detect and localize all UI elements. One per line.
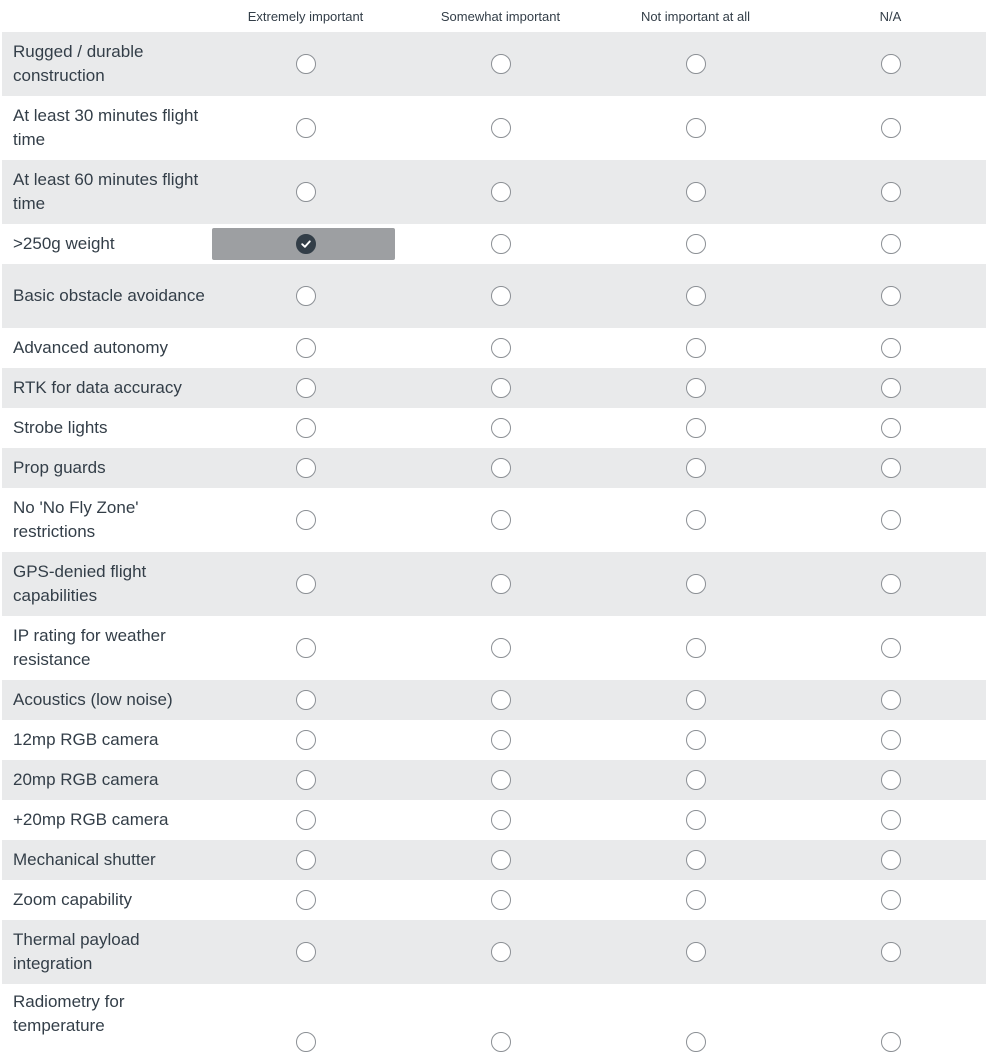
cell-not-important[interactable] — [598, 96, 793, 160]
cell-somewhat-important[interactable] — [403, 840, 598, 880]
cell-somewhat-important[interactable] — [403, 160, 598, 224]
radio-not-important[interactable] — [686, 286, 706, 306]
row-label: +20mp RGB camera — [13, 810, 169, 829]
cell-extremely-important[interactable] — [208, 224, 403, 264]
matrix-row — [2, 680, 986, 720]
radio-extremely-important[interactable] — [296, 690, 316, 710]
cell-somewhat-important[interactable] — [403, 448, 598, 488]
cell-somewhat-important[interactable] — [403, 328, 598, 368]
cell-na[interactable] — [793, 368, 988, 408]
radio-somewhat-important[interactable] — [491, 730, 511, 750]
radio-not-important[interactable] — [686, 458, 706, 478]
cell-na[interactable] — [793, 408, 988, 448]
row-label: Acoustics (low noise) — [13, 690, 173, 709]
cell-extremely-important[interactable] — [208, 96, 403, 160]
radio-na[interactable] — [881, 458, 901, 478]
radio-not-important[interactable] — [686, 850, 706, 870]
cell-na[interactable] — [793, 840, 988, 880]
cell-somewhat-important[interactable] — [403, 720, 598, 760]
cell-extremely-important[interactable] — [208, 32, 403, 96]
radio-somewhat-important[interactable] — [491, 510, 511, 530]
radio-na[interactable] — [881, 54, 901, 74]
radio-somewhat-important[interactable] — [491, 690, 511, 710]
radio-na[interactable] — [881, 690, 901, 710]
row-label: RTK for data accuracy — [13, 378, 182, 397]
cell-na[interactable] — [793, 488, 988, 552]
radio-na[interactable] — [881, 118, 901, 138]
radio-somewhat-important[interactable] — [491, 118, 511, 138]
cell-not-important[interactable] — [598, 408, 793, 448]
cell-na[interactable] — [793, 328, 988, 368]
radio-somewhat-important[interactable] — [491, 770, 511, 790]
cell-na[interactable] — [793, 984, 988, 1040]
cell-na[interactable] — [793, 720, 988, 760]
radio-extremely-important[interactable] — [296, 942, 316, 962]
radio-somewhat-important[interactable] — [491, 378, 511, 398]
cell-somewhat-important[interactable] — [403, 920, 598, 984]
radio-extremely-important[interactable] — [296, 638, 316, 658]
cell-somewhat-important[interactable] — [403, 680, 598, 720]
cell-somewhat-important[interactable] — [403, 368, 598, 408]
cell-na[interactable] — [793, 32, 988, 96]
matrix-row — [2, 264, 986, 328]
radio-somewhat-important[interactable] — [491, 638, 511, 658]
cell-na[interactable] — [793, 264, 988, 328]
radio-extremely-important[interactable] — [296, 458, 316, 478]
column-header-extremely-important: Extremely important — [247, 8, 364, 24]
matrix-row — [2, 96, 986, 160]
radio-na[interactable] — [881, 338, 901, 358]
radio-somewhat-important[interactable] — [491, 890, 511, 910]
matrix-row — [2, 32, 986, 96]
cell-na[interactable] — [793, 680, 988, 720]
row-label: Rugged / durable construction — [13, 42, 144, 85]
row-label: >250g weight — [13, 234, 115, 253]
radio-na[interactable] — [881, 730, 901, 750]
radio-not-important[interactable] — [686, 234, 706, 254]
radio-na[interactable] — [881, 510, 901, 530]
cell-not-important[interactable] — [598, 800, 793, 840]
radio-extremely-important[interactable] — [296, 338, 316, 358]
cell-not-important[interactable] — [598, 264, 793, 328]
radio-extremely-important[interactable] — [296, 510, 316, 530]
matrix-row — [2, 224, 986, 264]
cell-somewhat-important[interactable] — [403, 616, 598, 680]
cell-na[interactable] — [793, 760, 988, 800]
cell-extremely-important[interactable] — [208, 880, 403, 920]
cell-not-important[interactable] — [598, 616, 793, 680]
cell-not-important[interactable] — [598, 552, 793, 616]
cell-not-important[interactable] — [598, 680, 793, 720]
row-label: Zoom capability — [13, 890, 133, 909]
radio-extremely-important[interactable] — [296, 850, 316, 870]
row-label: Strobe lights — [13, 418, 108, 437]
radio-somewhat-important[interactable] — [491, 458, 511, 478]
radio-na[interactable] — [881, 1032, 901, 1052]
column-header-somewhat-important: Somewhat important — [440, 8, 561, 24]
cell-extremely-important[interactable] — [208, 368, 403, 408]
radio-not-important[interactable] — [686, 690, 706, 710]
radio-not-important[interactable] — [686, 418, 706, 438]
radio-extremely-important[interactable] — [296, 418, 316, 438]
matrix-rows — [0, 32, 991, 1040]
cell-not-important[interactable] — [598, 720, 793, 760]
radio-not-important[interactable] — [686, 890, 706, 910]
column-header-not-important: Not important at all — [640, 8, 751, 24]
matrix-row — [2, 328, 986, 368]
radio-extremely-important[interactable] — [296, 770, 316, 790]
cell-not-important[interactable] — [598, 328, 793, 368]
cell-not-important[interactable] — [598, 880, 793, 920]
radio-na[interactable] — [881, 286, 901, 306]
matrix-row — [2, 160, 986, 224]
cell-na[interactable] — [793, 880, 988, 920]
cell-somewhat-important[interactable] — [403, 408, 598, 448]
cell-not-important[interactable] — [598, 920, 793, 984]
radio-not-important[interactable] — [686, 730, 706, 750]
matrix-row — [2, 920, 986, 984]
row-label: At least 60 minutes flight time — [13, 170, 199, 213]
cell-extremely-important[interactable] — [208, 840, 403, 880]
cell-somewhat-important[interactable] — [403, 984, 598, 1040]
cell-extremely-important[interactable] — [208, 328, 403, 368]
cell-somewhat-important[interactable] — [403, 224, 598, 264]
radio-somewhat-important[interactable] — [491, 234, 511, 254]
radio-na[interactable] — [881, 574, 901, 594]
cell-na[interactable] — [793, 96, 988, 160]
cell-somewhat-important[interactable] — [403, 880, 598, 920]
cell-extremely-important[interactable] — [208, 552, 403, 616]
cell-extremely-important[interactable] — [208, 616, 403, 680]
radio-na[interactable] — [881, 182, 901, 202]
cell-na[interactable] — [793, 920, 988, 984]
radio-na[interactable] — [881, 378, 901, 398]
cell-somewhat-important[interactable] — [403, 264, 598, 328]
cell-not-important[interactable] — [598, 840, 793, 880]
radio-na[interactable] — [881, 770, 901, 790]
radio-not-important[interactable] — [686, 182, 706, 202]
radio-not-important[interactable] — [686, 770, 706, 790]
radio-extremely-important[interactable] — [296, 54, 316, 74]
radio-somewhat-important[interactable] — [491, 1032, 511, 1052]
radio-na[interactable] — [881, 638, 901, 658]
radio-extremely-important[interactable] — [296, 286, 316, 306]
cell-somewhat-important[interactable] — [403, 488, 598, 552]
cell-not-important[interactable] — [598, 760, 793, 800]
radio-na[interactable] — [881, 234, 901, 254]
cell-not-important[interactable] — [598, 32, 793, 96]
cell-somewhat-important[interactable] — [403, 552, 598, 616]
cell-extremely-important[interactable] — [208, 720, 403, 760]
cell-na[interactable] — [793, 224, 988, 264]
cell-extremely-important[interactable] — [208, 984, 403, 1040]
radio-not-important[interactable] — [686, 574, 706, 594]
row-label: 20mp RGB camera — [13, 770, 159, 789]
cell-extremely-important[interactable] — [208, 680, 403, 720]
radio-somewhat-important[interactable] — [491, 418, 511, 438]
cell-na[interactable] — [793, 448, 988, 488]
cell-not-important[interactable] — [598, 448, 793, 488]
cell-somewhat-important[interactable] — [403, 32, 598, 96]
cell-extremely-important[interactable] — [208, 920, 403, 984]
radio-not-important[interactable] — [686, 338, 706, 358]
radio-somewhat-important[interactable] — [491, 54, 511, 74]
radio-not-important[interactable] — [686, 118, 706, 138]
radio-somewhat-important[interactable] — [491, 574, 511, 594]
cell-not-important[interactable] — [598, 368, 793, 408]
radio-extremely-important[interactable] — [296, 810, 316, 830]
cell-extremely-important[interactable] — [208, 760, 403, 800]
row-label: IP rating for weather resistance — [13, 626, 166, 669]
cell-not-important[interactable] — [598, 160, 793, 224]
row-label: At least 30 minutes flight time — [13, 106, 199, 149]
radio-na[interactable] — [881, 850, 901, 870]
radio-not-important[interactable] — [686, 54, 706, 74]
matrix-row — [2, 840, 986, 880]
row-label: Prop guards — [13, 458, 106, 477]
radio-somewhat-important[interactable] — [491, 942, 511, 962]
matrix-row — [2, 552, 986, 616]
matrix-row — [2, 760, 986, 800]
radio-not-important[interactable] — [686, 378, 706, 398]
matrix-row — [2, 368, 986, 408]
row-label: 12mp RGB camera — [13, 730, 159, 749]
radio-extremely-important[interactable] — [296, 118, 316, 138]
radio-not-important[interactable] — [686, 1032, 706, 1052]
cell-extremely-important[interactable] — [208, 160, 403, 224]
radio-extremely-important[interactable] — [296, 730, 316, 750]
radio-somewhat-important[interactable] — [491, 286, 511, 306]
cell-somewhat-important[interactable] — [403, 96, 598, 160]
radio-somewhat-important[interactable] — [491, 810, 511, 830]
radio-extremely-important[interactable] — [296, 890, 316, 910]
radio-extremely-important[interactable] — [296, 574, 316, 594]
row-label: Mechanical shutter — [13, 850, 156, 869]
row-label: GPS-denied flight capabilities — [13, 562, 147, 605]
cell-extremely-important[interactable] — [208, 264, 403, 328]
matrix-row — [2, 984, 986, 1040]
cell-somewhat-important[interactable] — [403, 800, 598, 840]
row-label: Radiometry for temperature — [13, 992, 125, 1035]
radio-not-important[interactable] — [686, 942, 706, 962]
radio-somewhat-important[interactable] — [491, 182, 511, 202]
cell-somewhat-important[interactable] — [403, 760, 598, 800]
matrix-row — [2, 408, 986, 448]
radio-not-important[interactable] — [686, 810, 706, 830]
matrix-row — [2, 488, 986, 552]
cell-not-important[interactable] — [598, 224, 793, 264]
radio-extremely-important[interactable] — [296, 234, 316, 254]
radio-na[interactable] — [881, 890, 901, 910]
radio-na[interactable] — [881, 810, 901, 830]
radio-not-important[interactable] — [686, 510, 706, 530]
matrix-header — [0, 0, 991, 32]
row-label: Basic obstacle avoidance — [13, 286, 205, 305]
cell-extremely-important[interactable] — [208, 488, 403, 552]
cell-extremely-important[interactable] — [208, 800, 403, 840]
radio-na[interactable] — [881, 418, 901, 438]
matrix-row — [2, 448, 986, 488]
cell-extremely-important[interactable] — [208, 408, 403, 448]
matrix-row — [2, 720, 986, 760]
cell-not-important[interactable] — [598, 984, 793, 1040]
matrix-row — [2, 616, 986, 680]
cell-na[interactable] — [793, 616, 988, 680]
radio-extremely-important[interactable] — [296, 378, 316, 398]
checkmark-icon — [300, 238, 312, 250]
radio-extremely-important[interactable] — [296, 1032, 316, 1052]
radio-somewhat-important[interactable] — [491, 850, 511, 870]
cell-na[interactable] — [793, 552, 988, 616]
cell-extremely-important[interactable] — [208, 448, 403, 488]
row-label: Thermal payload integration — [13, 930, 140, 973]
cell-na[interactable] — [793, 800, 988, 840]
row-label: Advanced autonomy — [13, 338, 168, 357]
radio-not-important[interactable] — [686, 638, 706, 658]
matrix-row — [2, 880, 986, 920]
row-label: No 'No Fly Zone' restrictions — [13, 498, 139, 541]
cell-na[interactable] — [793, 160, 988, 224]
matrix-row — [2, 800, 986, 840]
cell-not-important[interactable] — [598, 488, 793, 552]
radio-somewhat-important[interactable] — [491, 338, 511, 358]
radio-extremely-important[interactable] — [296, 182, 316, 202]
column-header-na: N/A — [879, 8, 902, 24]
radio-na[interactable] — [881, 942, 901, 962]
